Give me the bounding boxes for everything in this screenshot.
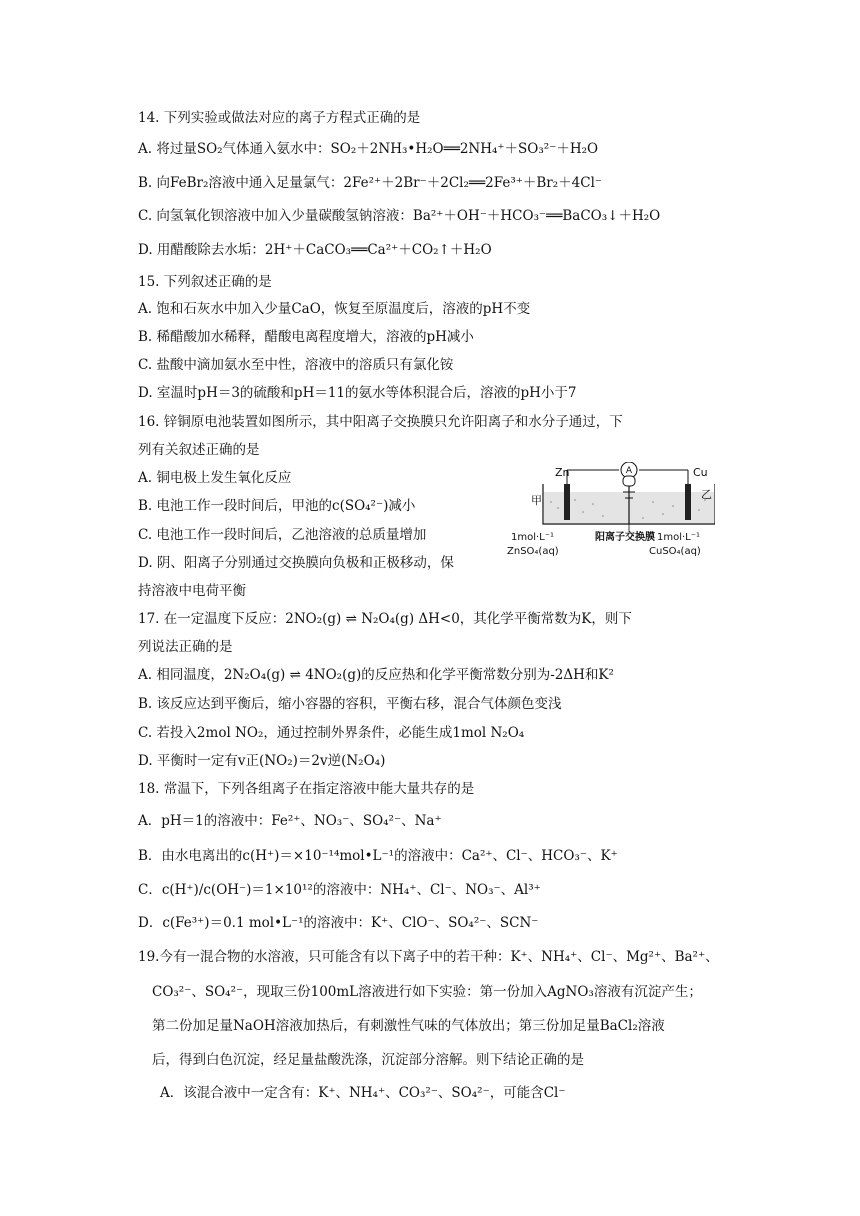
q14-option-d: D. 用醋酸除去水垢：2H⁺＋CaCO₃══Ca²⁺＋CO₂↑＋H₂O xyxy=(138,242,492,258)
q14-option-a: A. 将过量SO₂气体通入氨水中：SO₂＋2NH₃•H₂O══2NH₄⁺＋SO₃²⁻＋H₂O xyxy=(138,141,599,157)
q16-stem-line2: 列有关叙述正确的是 xyxy=(138,442,260,458)
q14-option-b: B. 向FeBr₂溶液中通入足量氯气：2Fe²⁺＋2Br⁻＋2Cl₂══2Fe³⁺＋Br₂＋4Cl⁻ xyxy=(138,175,603,191)
galvanic-cell-diagram xyxy=(503,462,715,562)
q14-stem: 14. 下列实验或做法对应的离子方程式正确的是 xyxy=(138,110,421,126)
zinc-electrode xyxy=(564,484,570,520)
right-solution: CuSO₄(aq) xyxy=(649,546,701,557)
q18-option-d: D．c(Fe³⁺)＝0.1 mol•L⁻¹的溶液中：K⁺、ClO⁻、SO₄²⁻、SCN⁻ xyxy=(138,915,539,931)
q16-option-a: A. 铜电极上发生氧化反应 xyxy=(138,470,292,486)
q18-stem: 18. 常温下，下列各组离子在指定溶液中能大量共存的是 xyxy=(138,781,475,797)
q18-option-c: C．c(H⁺)/c(OH⁻)＝1×10¹²的溶液中：NH₄⁺、Cl⁻、NO₃⁻、Al³⁺ xyxy=(138,882,541,898)
q15-option-c: C. 盐酸中滴加氨水至中性，溶液中的溶质只有氯化铵 xyxy=(138,357,454,373)
q14-option-c: C. 向氢氧化钡溶液中加入少量碳酸氢钠溶液：Ba²⁺＋OH⁻＋HCO₃⁻══BaCO₃↓＋H₂O xyxy=(138,208,661,224)
q16-option-d-line1: D. 阴、阳离子分别通过交换膜向负极和正极移动，保 xyxy=(138,555,454,571)
q18-option-a: A．pH＝1的溶液中：Fe²⁺、NO₃⁻、SO₄²⁻、Na⁺ xyxy=(138,813,442,829)
ammeter-label: A xyxy=(625,466,633,476)
q16-option-c: C. 电池工作一段时间后，乙池溶液的总质量增加 xyxy=(138,527,427,543)
cu-label: Cu xyxy=(693,466,708,479)
right-concentration: 1mol·L⁻¹ xyxy=(657,532,701,543)
q19-stem-line2: CO₃²⁻、SO₄²⁻，现取三份100mL溶液进行如下实验：第一份加入AgNO₃溶液有沉淀产生； xyxy=(152,984,702,1000)
q19-stem-line3: 第二份加足量NaOH溶液加热后，有刺激性气味的气体放出；第三份加足量BaCl₂溶液 xyxy=(152,1018,665,1034)
q17-stem-line2: 列说法正确的是 xyxy=(138,639,233,655)
left-concentration: 1mol·L⁻¹ xyxy=(511,532,555,543)
q17-option-b: B. 该反应达到平衡后，缩小容器的容积，平衡右移，混合气体颜色变浅 xyxy=(138,696,562,712)
q17-option-c: C. 若投入2mol NO₂，通过控制外界条件，必能生成1mol N₂O₄ xyxy=(138,725,525,741)
q19-stem-line4: 后，得到白色沉淀，经足量盐酸洗涤，沉淀部分溶解。则下结论正确的是 xyxy=(152,1052,584,1068)
q15-option-d: D. 室温时pH＝3的硫酸和pH＝11的氨水等体积混合后，溶液的pH小于7 xyxy=(138,385,577,401)
q17-option-d: D. 平衡时一定有v正(NO₂)＝2v逆(N₂O₄) xyxy=(138,753,386,769)
q16-option-b: B. 电池工作一段时间后，甲池的c(SO₄²⁻)减小 xyxy=(138,498,416,514)
q15-option-a: A. 饱和石灰水中加入少量CaO，恢复至原温度后，溶液的pH不变 xyxy=(138,301,531,317)
q17-option-a: A. 相同温度，2N₂O₄(g) ⇌ 4NO₂(g)的反应热和化学平衡常数分别为-2ΔH和K² xyxy=(138,667,614,683)
right-cell-label: 乙 xyxy=(701,488,712,501)
q16-stem-line1: 16. 锌铜原电池装置如图所示，其中阳离子交换膜只允许阳离子和水分子通过，下 xyxy=(138,414,623,430)
zn-label: Zn xyxy=(555,466,570,479)
q19-stem-line1: 19.今有一混合物的水溶液，只可能含有以下离子中的若干种：K⁺、NH₄⁺、Cl⁻、Mg²⁺、Ba²⁺、 xyxy=(138,949,719,965)
q18-option-b: B．由水电离出的c(H⁺)＝×10⁻¹⁴mol•L⁻¹的溶液中：Ca²⁺、Cl⁻、HCO₃⁻、K⁺ xyxy=(138,848,618,864)
membrane-label: 阳离子交换膜 xyxy=(595,532,655,543)
copper-electrode xyxy=(685,484,691,520)
q15-stem: 15. 下列叙述正确的是 xyxy=(138,274,272,290)
q17-stem-line1: 17. 在一定温度下反应：2NO₂(g) ⇌ N₂O₄(g) ΔH<0，其化学平衡常数为K，则下 xyxy=(138,611,632,627)
left-cell-label: 甲 xyxy=(531,494,542,507)
left-solution: ZnSO₄(aq) xyxy=(507,546,559,557)
q19-option-a: A．该混合液中一定含有：K⁺、NH₄⁺、CO₃²⁻、SO₄²⁻，可能含Cl⁻ xyxy=(160,1085,566,1101)
q15-option-b: B. 稀醋酸加水稀释，醋酸电离程度增大，溶液的pH减小 xyxy=(138,329,474,345)
q16-option-d-line2: 持溶液中电荷平衡 xyxy=(138,583,246,599)
